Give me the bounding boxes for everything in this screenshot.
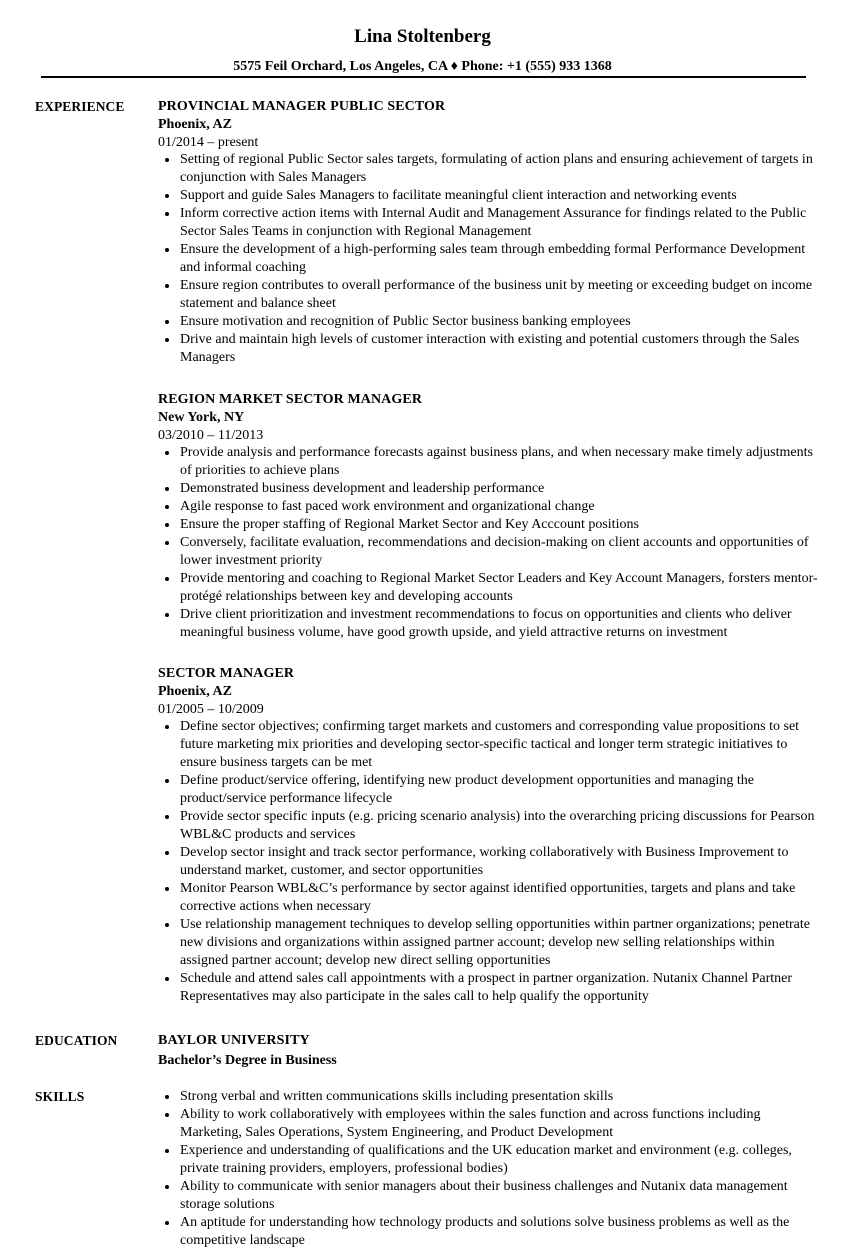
bullet-icon: [165, 487, 169, 491]
list-item: [158, 444, 818, 480]
bullet-icon: [165, 158, 169, 162]
bullet-text: Demonstrated business development and leadership performance: [180, 481, 545, 496]
list-item: [158, 187, 818, 205]
list-item: [158, 331, 818, 367]
list-item: [158, 516, 818, 534]
job-dates: 03/2010 – 11/2013: [158, 428, 264, 443]
school-name: BAYLOR UNIVERSITY: [158, 1033, 310, 1048]
job-location: New York, NY: [158, 410, 245, 425]
candidate-name: Lina Stoltenberg: [354, 26, 491, 47]
bullet-text: Define sector objectives; confirming target markets and customers and corresponding value propositions to set future marketing mix priorities and developing sector-specific tactical and longer term strategic initiatives to ensure business targets can be met: [180, 719, 800, 770]
list-item: [158, 970, 818, 1006]
bullet-icon: [165, 248, 169, 252]
bullet-icon: [165, 320, 169, 324]
bullet-text: Ability to communicate with senior managers about their business challenges and Nutanix data management storage solutions: [180, 1179, 788, 1212]
bullet-text: Ensure motivation and recognition of Public Sector business banking employees: [180, 314, 631, 329]
bullet-icon: [165, 779, 169, 783]
bullet-text: Use relationship management techniques to develop selling opportunities within partner organizations; penetrate new divisions and organizations within assigned partner account; develop new selling relationships within assigned partner account; develop new direct selling opportunities: [180, 917, 810, 968]
bullet-text: Monitor Pearson WBL&C’s performance by sector against identified opportunities, targets and plans and take corrective actions when necessary: [180, 881, 796, 914]
job-entry: [158, 391, 818, 642]
skills-list: [158, 1088, 818, 1250]
job-bullets: [158, 718, 818, 1006]
list-item: [158, 277, 818, 313]
bullet-icon: [165, 577, 169, 581]
job-bullets: [158, 151, 818, 367]
bullet-icon: [165, 451, 169, 455]
list-item: [158, 718, 818, 772]
job-title: REGION MARKET SECTOR MANAGER: [158, 392, 423, 407]
bullet-icon: [165, 505, 169, 509]
bullet-icon: [165, 541, 169, 545]
job-title: SECTOR MANAGER: [158, 666, 295, 681]
bullet-icon: [165, 887, 169, 891]
list-item: [158, 1214, 818, 1250]
list-item: [158, 205, 818, 241]
education-entry: [158, 1032, 818, 1072]
contact-info: 5575 Feil Orchard, Los Angeles, CA ♦ Phone: +1 (555) 933 1368: [233, 59, 612, 74]
bullet-text: Experience and understanding of qualifications and the UK education market and environment (e.g. colleges, private training providers, employers, professional bodies): [180, 1143, 792, 1176]
bullet-text: Ensure the proper staffing of Regional Market Sector and Key Acccount positions: [180, 517, 639, 532]
list-item: [158, 151, 818, 187]
bullet-text: Develop sector insight and track sector performance, working collaboratively with Business Improvement to understand market, customer, and sector opportunities: [180, 845, 789, 878]
bullet-text: Provide analysis and performance forecasts against business plans, and when necessary make timely adjustments of priorities to achieve plans: [180, 445, 813, 478]
list-item: [158, 241, 818, 277]
list-item: [158, 844, 818, 880]
bullet-text: Ensure the development of a high-performing sales team through embedding formal Performance Development and informal coaching: [180, 242, 806, 275]
bullet-text: Define product/service offering, identifying new product development opportunities and managing the product/service performance lifecycle: [180, 773, 754, 806]
job-title: PROVINCIAL MANAGER PUBLIC SECTOR: [158, 99, 446, 114]
bullet-text: Setting of regional Public Sector sales targets, formulating of action plans and ensuring achievement of targets in conjunction with Sales Managers: [180, 152, 813, 185]
section-label-experience: EXPERIENCE: [35, 99, 125, 114]
bullet-icon: [165, 851, 169, 855]
bullet-icon: [165, 194, 169, 198]
bullet-text: Provide mentoring and coaching to Regional Market Sector Leaders and Key Account Managers, forsters mentor-protégé relationships between key and developing accounts: [180, 571, 818, 604]
bullet-icon: [165, 212, 169, 216]
job-bullets: [158, 444, 818, 642]
header-divider: [41, 76, 806, 78]
bullet-text: Strong verbal and written communications skills including presentation skills: [180, 1089, 614, 1104]
bullet-icon: [165, 1095, 169, 1099]
section-label-education: EDUCATION: [35, 1033, 118, 1048]
job-entry: [158, 665, 818, 1006]
bullet-icon: [165, 815, 169, 819]
bullet-text: Ensure region contributes to overall performance of the business unit by meeting or exceeding budget on income statement and balance sheet: [180, 278, 813, 311]
list-item: [158, 808, 818, 844]
bullet-icon: [165, 523, 169, 527]
bullet-text: Conversely, facilitate evaluation, recommendations and decision-making on client accounts and opportunities of lower investment priority: [180, 535, 809, 568]
bullet-icon: [165, 613, 169, 617]
list-item: [158, 570, 818, 606]
skills-list-container: [158, 1088, 818, 1250]
bullet-icon: [165, 338, 169, 342]
bullet-icon: [165, 284, 169, 288]
bullet-icon: [165, 1221, 169, 1225]
job-entry: [158, 98, 818, 367]
list-item: [158, 534, 818, 570]
list-item: [158, 916, 818, 970]
bullet-text: Agile response to fast paced work environment and organizational change: [180, 499, 595, 514]
bullet-text: An aptitude for understanding how technology products and solutions solve business problems as well as the competitive landscape: [180, 1215, 790, 1248]
list-item: [158, 313, 818, 331]
list-item: [158, 480, 818, 498]
bullet-text: Schedule and attend sales call appointments with a prospect in partner organization. Nutanix Channel Partner Representatives may also participate in the sales call to help qualify the opportunity: [180, 971, 793, 1004]
degree: Bachelor’s Degree in Business: [158, 1053, 337, 1068]
bullet-icon: [165, 725, 169, 729]
bullet-icon: [165, 1113, 169, 1117]
list-item: [158, 1142, 818, 1178]
bullet-text: Drive client prioritization and investment recommendations to focus on opportunities and clients who deliver meaningful business volume, have good growth upside, and yield attractive returns on investment: [180, 607, 792, 640]
list-item: [158, 1106, 818, 1142]
job-location: Phoenix, AZ: [158, 117, 232, 132]
job-dates: 01/2014 – present: [158, 135, 259, 150]
list-item: [158, 772, 818, 808]
bullet-text: Drive and maintain high levels of customer interaction with existing and potential customers through the Sales Managers: [180, 332, 800, 365]
list-item: [158, 498, 818, 516]
list-item: [158, 1178, 818, 1214]
bullet-icon: [165, 977, 169, 981]
bullet-icon: [165, 1149, 169, 1153]
section-label-skills: SKILLS: [35, 1089, 85, 1104]
list-item: [158, 606, 818, 642]
job-dates: 01/2005 – 10/2009: [158, 702, 264, 717]
bullet-text: Inform corrective action items with Internal Audit and Management Assurance for findings related to the Public Sector Sales Teams in conjunction with Regional Management: [180, 206, 807, 239]
bullet-text: Provide sector specific inputs (e.g. pricing scenario analysis) into the overarching pricing discussions for Pearson WBL&C products and services: [180, 809, 815, 842]
bullet-icon: [165, 923, 169, 927]
job-location: Phoenix, AZ: [158, 684, 232, 699]
bullet-text: Ability to work collaboratively with employees within the sales function and across functions including Marketing, Sales Operations, System Engineering, and Product Development: [180, 1107, 761, 1140]
list-item: [158, 880, 818, 916]
bullet-icon: [165, 1185, 169, 1189]
bullet-text: Support and guide Sales Managers to facilitate meaningful client interaction and networking events: [180, 188, 737, 203]
list-item: [158, 1088, 818, 1106]
